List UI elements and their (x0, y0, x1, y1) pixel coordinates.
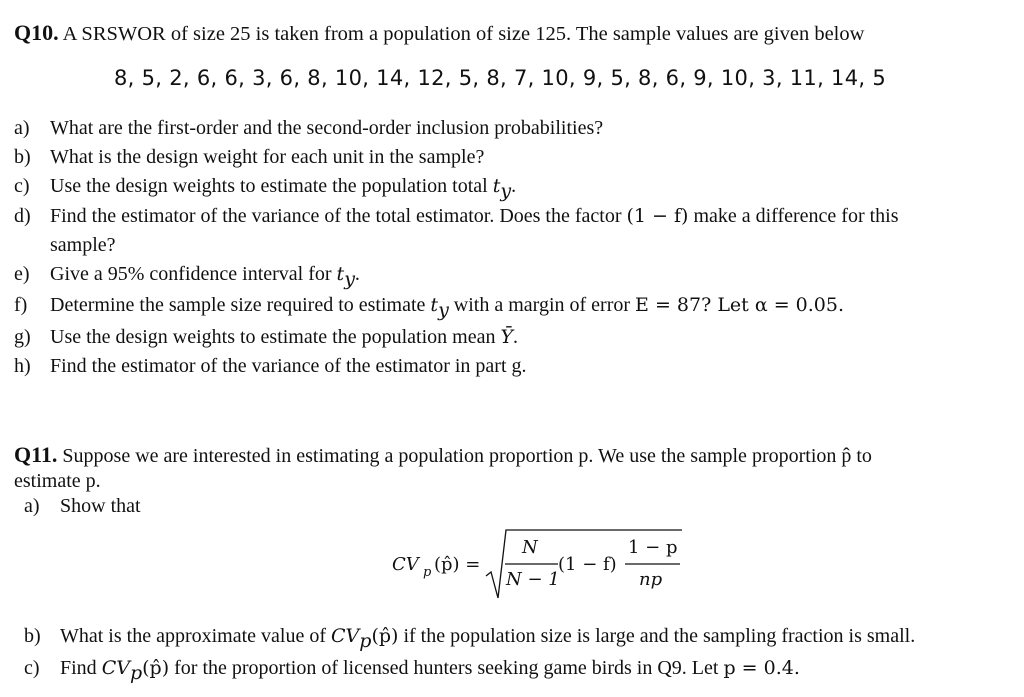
part-text: Use the design weights to estimate the population mean (50, 326, 496, 348)
math-arg: (p̂) (142, 657, 170, 679)
math-p: p = 0.4. (723, 657, 800, 679)
q10-part-a (14, 117, 603, 140)
part-text: What are the first-order and the second-order inclusion probabilities? (50, 117, 604, 139)
part-text: Give a 95% confidence interval for (50, 263, 332, 285)
math-ybar: Ȳ (500, 326, 514, 348)
q11-part-a (24, 495, 141, 518)
part-text: What is the approximate value of (60, 625, 327, 647)
part-label: d) (14, 205, 31, 227)
q10-part-f (14, 294, 844, 321)
math-sub: p (129, 662, 143, 684)
part-after: if the population size is large and the sampling fraction is small. (403, 625, 916, 647)
math-arg: (p̂) (371, 625, 399, 647)
part-after: . (511, 175, 517, 197)
math-sub: y (500, 180, 512, 202)
math-cv: CV (101, 657, 130, 679)
math-t: t (492, 175, 501, 197)
q10-part-b (14, 146, 484, 169)
part-label: f) (14, 294, 28, 316)
frac2-den: np (639, 569, 663, 590)
part-label: c) (14, 175, 30, 197)
formula-lhs: CV (392, 554, 419, 575)
q10-number: Q10. (14, 20, 59, 45)
q10-part-d-line2: sample? (50, 234, 116, 256)
q11-part-b (24, 625, 915, 652)
part-after: for the proportion of licensed hunters seeking game birds in Q9. Let (174, 657, 719, 679)
formula-lhs-arg: (p̂) = (434, 554, 481, 575)
part-label: g) (14, 326, 31, 348)
q11-part-c (24, 657, 800, 684)
part-after: with a margin of error (453, 294, 631, 316)
part-after: make a difference for this (693, 205, 899, 227)
math-margin: E = 87? Let α = 0.05. (635, 294, 845, 316)
cv-formula (392, 528, 692, 608)
frac1-den: N − 1 (506, 569, 560, 590)
part-text: Find the estimator of the variance of the total estimator. Does the factor (50, 205, 622, 227)
q10-part-e (14, 263, 360, 290)
part-label: h) (14, 355, 31, 377)
q10-heading (14, 20, 864, 46)
part-label: b) (24, 625, 41, 647)
part-text: What is the design weight for each unit in the sample? (50, 146, 485, 168)
math-sub: y (344, 268, 355, 290)
q10-part-d (14, 205, 899, 228)
part-text: Determine the sample size required to estimate (50, 294, 426, 316)
part-label: a) (24, 495, 40, 517)
math-cv: CV (331, 625, 360, 647)
part-text: Show that (60, 495, 141, 517)
math-sub: y (438, 299, 449, 321)
q11-intro: Suppose we are interested in estimating a population proportion p. We use the sample proportion p̂ to (62, 445, 872, 467)
part-label: e) (14, 263, 30, 285)
frac2-num: 1 − p (628, 537, 678, 558)
q10-intro: A SRSWOR of size 25 is taken from a population of size 125. The sample values are given below (62, 23, 865, 45)
part-label: c) (24, 657, 40, 679)
math-factor: (1 − f) (626, 205, 689, 227)
sample-values: 8, 5, 2, 6, 6, 3, 6, 8, 10, 14, 12, 5, 8, 7, 10, 9, 5, 8, 6, 9, 10, 3, 11, 14, 5 (114, 66, 886, 90)
part-label: b) (14, 146, 31, 168)
part-text: Find the estimator of the variance of the estimator in part g. (50, 355, 527, 377)
q10-part-h (14, 355, 527, 378)
math-t: t (430, 294, 439, 316)
part-text: Find (60, 657, 97, 679)
formula-lhs-sub: p (423, 565, 432, 580)
part-after: . (513, 326, 519, 348)
math-t: t (336, 263, 345, 285)
part-label: a) (14, 117, 30, 139)
formula-middle: (1 − f) (558, 554, 617, 575)
math-sub: p (359, 630, 372, 652)
q11-heading (14, 442, 872, 468)
part-after: . (354, 263, 360, 285)
frac1-num: N (522, 537, 538, 558)
q11-number: Q11. (14, 442, 58, 467)
q11-intro-line2: estimate p. (14, 470, 101, 492)
part-text: Use the design weights to estimate the population total (50, 175, 488, 197)
q10-part-g (14, 326, 518, 349)
q10-part-c (14, 175, 516, 202)
